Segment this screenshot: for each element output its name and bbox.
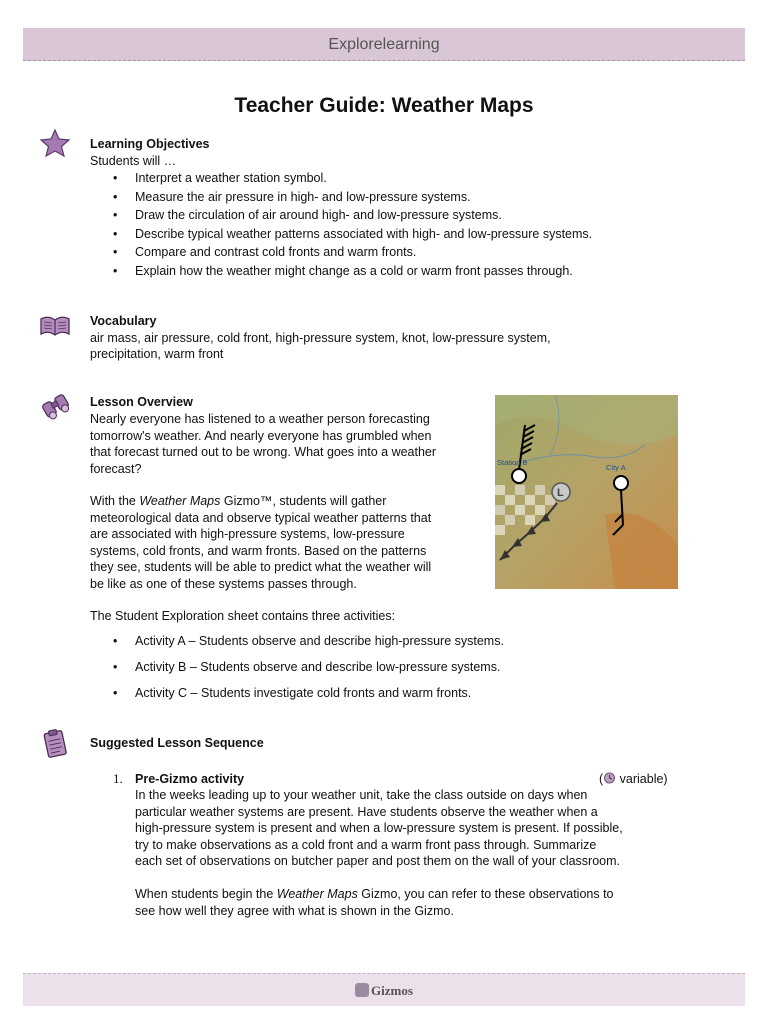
list-item: • Measure the air pressure in high- and low-pressure systems. — [113, 188, 592, 207]
clipboard-icon — [38, 728, 72, 758]
page-title: Teacher Guide: Weather Maps — [234, 94, 534, 117]
objectives-heading: Learning Objectives — [90, 137, 210, 151]
text-line: forecast? — [90, 461, 142, 476]
text-line: are associated with high-pressure systems, low-pressure — [90, 527, 405, 541]
vocabulary-line-1: air mass, air pressure, cold front, high-pressure system, knot, low-pressure system, — [90, 331, 551, 345]
vocabulary-heading: Vocabulary — [90, 314, 157, 328]
city-a-label: City A — [606, 463, 626, 472]
text-line: be like as one of these systems passes through. — [90, 576, 357, 591]
header-divider — [23, 60, 745, 61]
text-line: each set of observations on butcher paper and post them on the wall of your classroom. — [135, 854, 620, 868]
text-line: that forecast turned out to be wrong. What goes into a weather — [90, 445, 437, 459]
gizmos-mark-icon — [355, 983, 369, 997]
sequence-paragraph-1 — [135, 787, 623, 870]
text-line: see how well they agree with what is shown in the Gizmo. — [135, 903, 454, 918]
list-item: • Activity B – Students observe and describe low-pressure systems. — [113, 658, 504, 684]
text-line: high-pressure system is present and when a low-pressure system is present. If possible, — [135, 821, 623, 835]
objectives-list — [113, 169, 592, 280]
list-item: • Draw the circulation of air around high- and low-pressure systems. — [113, 206, 592, 225]
star-icon — [38, 128, 72, 158]
objectives-intro: Students will … — [90, 154, 177, 168]
text-line: Nearly everyone has listened to a weather person forecasting — [90, 412, 430, 426]
text-line: systems, cold fronts, and warm fronts. Based on the patterns — [90, 543, 427, 558]
vocabulary-line-2: precipitation, warm front — [90, 347, 224, 361]
sequence-paragraph-2 — [135, 886, 614, 919]
activities-list — [113, 632, 504, 710]
overview-paragraph-1 — [90, 411, 436, 477]
sequence-item-title: Pre-Gizmo activity — [135, 772, 245, 786]
clock-icon — [603, 772, 616, 784]
overview-paragraph-2 — [90, 493, 431, 592]
time-estimate: ( variable) — [599, 772, 668, 786]
text-line: With the Weather Maps Gizmo™, students will gather — [90, 494, 387, 508]
text-line: When students begin the Weather Maps Gizmo, you can refer to these observations to — [135, 887, 614, 901]
list-item: • Compare and contrast cold fronts and warm fronts. — [113, 243, 592, 262]
list-item: • Describe typical weather patterns associated with high- and low-pressure systems. — [113, 225, 592, 244]
book-icon — [38, 311, 72, 341]
sequence-heading: Suggested Lesson Sequence — [90, 736, 264, 750]
text-line: they see, students will be able to predict what the weather will — [90, 560, 432, 574]
list-item: • Interpret a weather station symbol. — [113, 169, 592, 188]
text-line: particular weather systems are present. Have students observe the weather when a — [135, 804, 598, 819]
station-b-label: Station B — [497, 458, 528, 467]
list-item: • Explain how the weather might change as a cold or warm front passes through. — [113, 262, 592, 281]
text-line: try to make observations as a cold front and a warm front pass through. Summarize — [135, 837, 597, 852]
weather-map-image — [495, 395, 678, 589]
gizmos-logo: Gizmos — [0, 983, 768, 999]
overview-heading: Lesson Overview — [90, 395, 193, 409]
text-line: meteorological data and observe typical weather patterns that — [90, 510, 432, 525]
list-item: • Activity C – Students investigate cold fronts and warm fronts. — [113, 684, 504, 710]
list-item: • Activity A – Students observe and describe high-pressure systems. — [113, 632, 504, 658]
sequence-item-number: 1. — [113, 771, 123, 786]
activities-intro: The Student Exploration sheet contains three activities: — [90, 609, 396, 623]
binoculars-icon — [38, 390, 72, 420]
text-line: tomorrow's weather. And nearly everyone has grumbled when — [90, 428, 432, 443]
text-line: In the weeks leading up to your weather unit, take the class outside on days when — [135, 788, 588, 802]
explorelearning-logo: Explorelearning — [328, 36, 440, 53]
low-pressure-symbol: L — [557, 487, 564, 499]
